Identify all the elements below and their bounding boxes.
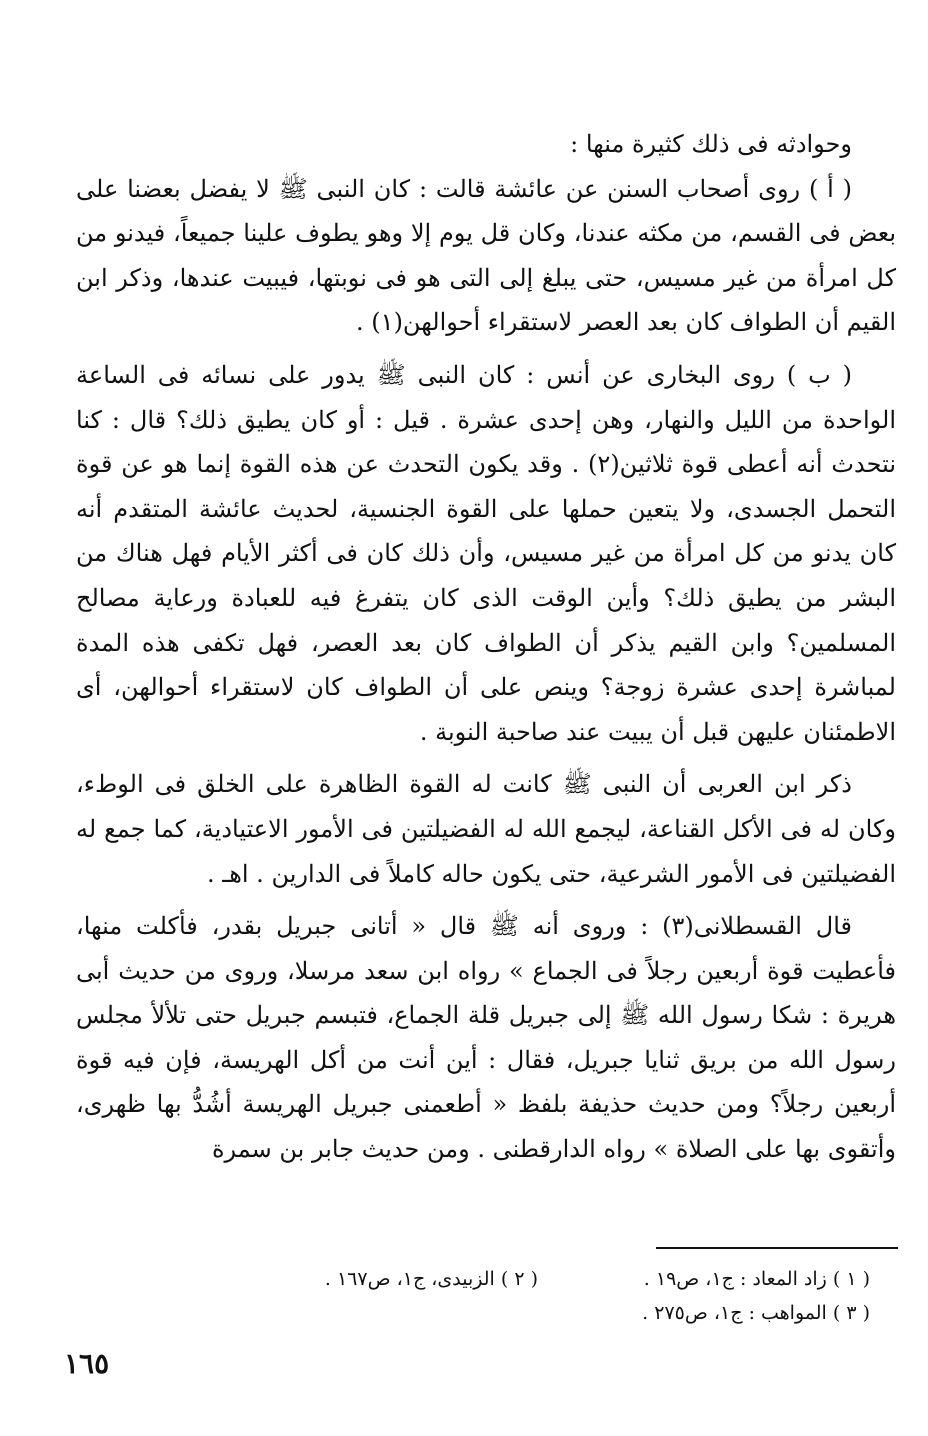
footnote-divider: [656, 1247, 898, 1249]
paragraph-ibn-arabi: ذكر ابن العربى أن النبى ﷺ كانت له القوة الظاهرة على الخلق فى الوطء، وكان له فى الأكل القناعة، ليجمع الله له الفضيلتين فى الأمور الاعتيادية، كما جمع له الفضيلتين فى الأمور الشرعية، حتى يكون حاله كاملاً فى الدارين . اهـ .: [76, 770, 896, 888]
paragraph-a: ( أ ) روى أصحاب السنن عن عائشة قالت : كان النبى ﷺ لا يفضل بعضنا على بعض فى القسم، من مكثه عندنا، وكان قل يوم إلا وهو يطوف علينا جميعاً، فيدنو من كل امرأة من غير مسيس، حتى يبلغ إلى التى هو فى نوبتها، فيبيت عندها، وذكر ابن القيم أن الطواف كان بعد العصر لاستقراء أحوالهن(١) .: [76, 174, 896, 337]
main-text: [76, 122, 896, 1180]
footnote-3: ( ٣ ) المواهب : ج١، ص٢٧٥ .: [642, 1302, 870, 1324]
footnote-2: ( ٢ ) الزبيدى، ج١، ص١٦٧ .: [324, 1268, 538, 1290]
intro-line: وحوادثه فى ذلك كثيرة منها :: [570, 130, 852, 158]
page-number: ١٦٥: [64, 1347, 110, 1380]
footnote-1: ( ١ ) زاد المعاد : ج١، ص١٩ .: [643, 1268, 870, 1290]
paragraph-b: ( ب ) روى البخارى عن أنس : كان النبى ﷺ يدور على نسائه فى الساعة الواحدة من الليل والنهار، وهن إحدى عشرة . قيل : أو كان يطيق ذلك؟ قال : كنا نتحدث أنه أعطى قوة ثلاثين(٢) . وقد يكون التحدث عن هذه القوة إنما هو عن قوة التحمل الجسدى، ولا يتعين حملها على القوة الجنسية، لحديث عائشة المتقدم أنه كان يدنو من كل امرأة من غير مسيس، وأن ذلك كان فى أكثر الأيام فهل هناك من البشر من يطيق ذلك؟ وأين الوقت الذى كان يتفرغ فيه للعبادة ورعاية مصالح المسلمين؟ وابن القيم يذكر أن الطواف كان بعد العصر، فهل تكفى هذه المدة لمباشرة إحدى عشرة زوجة؟ وينص على أن الطواف كان لاستقراء أحوالهن، أى الاطمئنان عليهن قبل أن يبيت عند صاحبة النوبة .: [76, 360, 896, 746]
paragraph-qastallani: قال القسطلانى(٣) : وروى أنه ﷺ قال « أتانى جبريل بقدر، فأكلت منها، فأعطيت قوة أربعين رجلاً فى الجماع » رواه ابن سعد مرسلا، وروى من حديث أبى هريرة : شكا رسول الله ﷺ إلى جبريل قلة الجماع، فتبسم جبريل حتى تلألأ مجلس رسول الله من بريق ثنايا جبريل، فقال : أين أنت من أكل الهريسة، فإن فيه قوة أربعين رجلاً؟ ومن حديث حذيفة بلفظ « أطعمنى جبريل الهريسة أشُدُّ بها ظهرى، وأتقوى بها على الصلاة » رواه الدارقطنى . ومن حديث جابر بن سمرة: [76, 912, 896, 1164]
